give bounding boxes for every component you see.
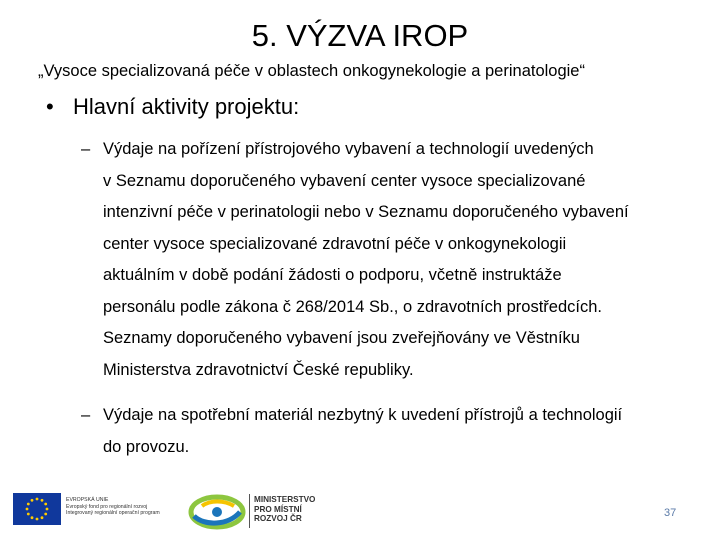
- dash-marker: –: [81, 140, 91, 158]
- dash-marker: –: [81, 406, 91, 424]
- sub-item-text: [103, 400, 693, 463]
- ministry-logo-line: MINISTERSTVO: [254, 495, 316, 504]
- ministry-logo-line: PRO MÍSTNÍ: [254, 504, 302, 514]
- text-line: center vysoce specializované zdravotní péče v onkogynekologii: [103, 234, 567, 253]
- sub-item-text: [103, 134, 693, 386]
- text-line: Výdaje na pořízení přístrojového vybavení a technologií uvedených: [103, 140, 594, 158]
- bullet-marker: •: [46, 94, 54, 119]
- text-line: personálu podle zákona č 268/2014 Sb., o zdravotních prostředcích.: [103, 297, 602, 316]
- eu-logo-line: Evropský fond pro regionální rozvoj: [66, 503, 148, 510]
- ministry-logo-text: [254, 495, 315, 524]
- text-line: aktuálním v době podání žádosti o podporu, včetně instruktáže: [103, 266, 562, 284]
- ministry-logo-line: ROZVOJ ČR: [254, 514, 302, 523]
- text-line: Ministerstva zdravotnictví České republiky.: [103, 360, 414, 379]
- text-line: Výdaje na spotřební materiál nezbytný k uvedení přístrojů a technologií: [103, 406, 623, 424]
- text-line: Seznamy doporučeného vybavení jsou zveřejňovány ve Věstníku: [103, 329, 580, 347]
- page-number: 37: [664, 507, 677, 519]
- logo-divider: [249, 494, 250, 528]
- bullet-text: Hlavní aktivity projektu:: [73, 94, 300, 119]
- slide-title: 5. VÝZVA IROP: [251, 18, 469, 53]
- eu-logo-line: EVROPSKÁ UNIE: [66, 497, 109, 503]
- slide-subtitle: „Vysoce specializovaná péče v oblastech onkogynekologie a perinatologie“: [38, 62, 585, 80]
- text-line: intenzivní péče v perinatologii nebo v Seznamu doporučeného vybavení: [103, 203, 629, 221]
- eu-logo-text: [66, 497, 160, 517]
- eu-flag-logo: [13, 493, 61, 525]
- ministry-emblem-logo: [188, 492, 246, 532]
- eu-logo-line: Integrovaný regionální operační program: [66, 510, 160, 516]
- text-line: v Seznamu doporučeného vybavení center vysoce specializované: [103, 171, 586, 190]
- text-line: do provozu.: [103, 437, 190, 456]
